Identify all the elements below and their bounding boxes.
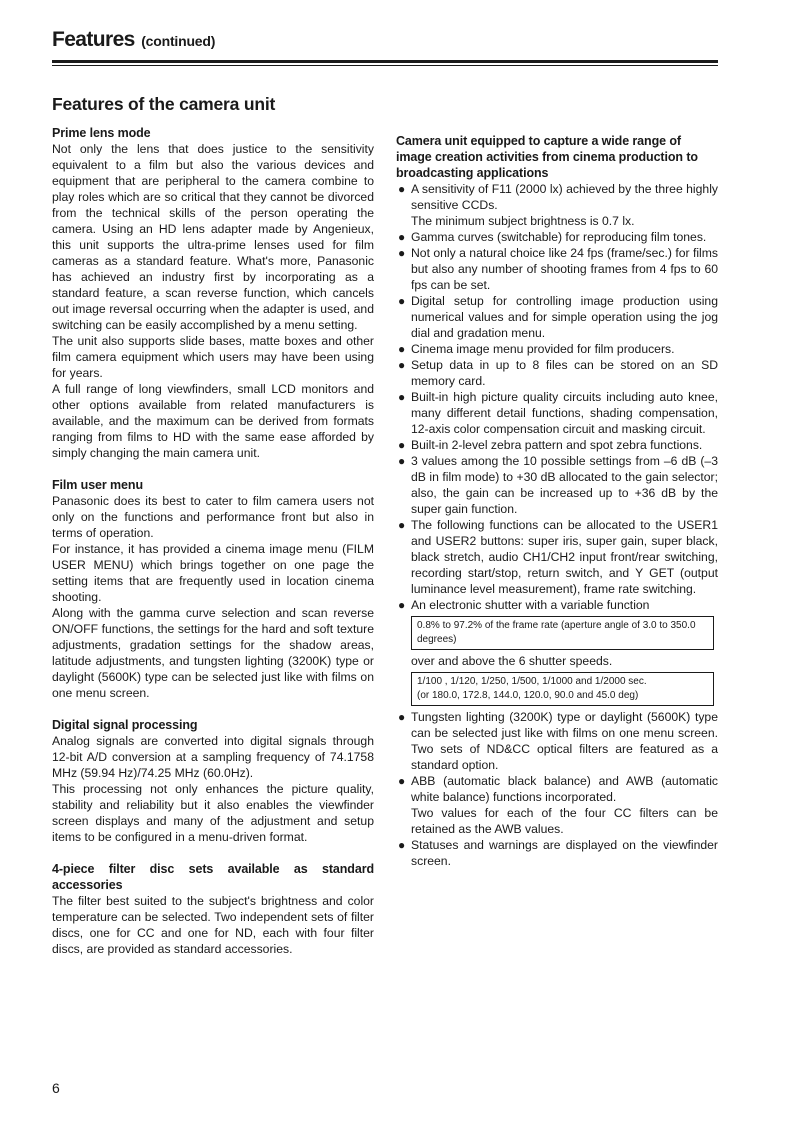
list-item: [396, 181, 718, 213]
bullet-text: Setup data in up to 8 files can be stored on an SD memory card.: [411, 358, 718, 388]
prime-lens-para-2: The unit also supports slide bases, matte boxes and other film camera equipment which users may have been using for years.: [52, 334, 374, 380]
list-item: [396, 357, 718, 389]
bullet-text: An electronic shutter with a variable function: [411, 598, 650, 612]
bullet-icon: ●: [398, 710, 406, 724]
shutter-range-text: 0.8% to 97.2% of the frame rate (aperture angle of 3.0 to 350.0 degrees): [417, 620, 696, 645]
bullet-icon: ●: [398, 182, 406, 196]
bullet-icon: ●: [398, 390, 406, 404]
list-item: [396, 597, 718, 613]
bullet-icon: ●: [398, 438, 406, 452]
header-rule-thick: [52, 60, 718, 63]
header-title: Features: [52, 28, 135, 51]
list-item: [396, 245, 718, 293]
list-item: [396, 773, 718, 805]
left-column: [52, 125, 374, 957]
list-item: [396, 453, 718, 517]
prime-lens-para-1: Not only the lens that does justice to the sensitivity equivalent to a film but also the various devices and equipment that are peripheral to the camera combine to play roles which are so critical that they cannot be divorced from the technical skills of the person operating the camera. Using an HD lens adapter made by Angenieux, this unit supports the ultra-prime lenses used for film cameras as a standard feature. What's more, Panasonic has achieved an industry first by incorporating as a standard feature, a scan reverse function, which cancels out image reversal occurring when the adapter is used, and switching can be easily accomplished by a menu setting.: [52, 142, 374, 332]
header-subtitle: (continued): [141, 33, 216, 49]
list-item: [396, 293, 718, 341]
filter-disc-heading: 4-piece filter disc sets available as standard accessories: [52, 862, 374, 892]
digital-signal-heading: Digital signal processing: [52, 718, 198, 732]
bullet-text: Built-in high picture quality circuits including auto knee, many different detail functions, shading compensation, 12-axis color compensation circuit and masking circuit.: [411, 390, 718, 436]
right-column: [396, 133, 718, 869]
page-header: [52, 28, 718, 52]
feature-bullet-list: [396, 837, 718, 869]
bullet-icon: ●: [398, 358, 406, 372]
bullet-icon: ●: [398, 774, 406, 788]
bullet-text: Gamma curves (switchable) for reproducing film tones.: [411, 230, 707, 244]
page-number: 6: [52, 1080, 60, 1096]
bullet-icon: ●: [398, 294, 406, 308]
list-item: [396, 341, 718, 357]
header-rule-thin: [52, 65, 718, 66]
digital-signal-para-1: Analog signals are converted into digital signals through 12-bit A/D conversion at a sampling frequency of 74.1758 MHz (59.94 Hz)/74.25 MHz (60.0Hz).: [52, 734, 374, 780]
digital-signal-para-2: This processing not only enhances the picture quality, stability and reliability but it also enables the viewfinder screen displays and many of the adjustment and setup items to be configured in a menu-driven format.: [52, 782, 374, 844]
prime-lens-heading: Prime lens mode: [52, 126, 151, 140]
bullet-text: Statuses and warnings are displayed on the viewfinder screen.: [411, 838, 718, 868]
list-item: [396, 837, 718, 869]
camera-unit-heading: Camera unit equipped to capture a wide range of image creation activities from cinema production to broadcasting applications: [396, 134, 698, 180]
list-item: [396, 517, 718, 597]
bullet-text: Built-in 2-level zebra pattern and spot zebra functions.: [411, 438, 703, 452]
bullet-text: ABB (automatic black balance) and AWB (automatic white balance) functions incorporated.: [411, 774, 718, 804]
list-item: [396, 229, 718, 245]
bullet-text: Tungsten lighting (3200K) type or daylight (5600K) type can be selected just like with films on one menu screen. Two sets of ND&CC optical filters are featured as a standard option.: [411, 710, 718, 772]
shutter-speeds-line-2: (or 180.0, 172.8, 144.0, 120.0, 90.0 and 45.0 deg): [417, 690, 639, 701]
feature-bullet-list: [396, 709, 718, 805]
bullet-text: The following functions can be allocated to the USER1 and USER2 buttons: super iris, super gain, super black, black stretch, audio CH1/CH2 input front/rear switching, recording start/stop, return switch, and Y GET (output luminance level measurement), frame rate switching.: [411, 518, 718, 596]
bullet-subline: Two values for each of the four CC filters can be retained as the AWB values.: [411, 806, 718, 836]
bullet-text: Digital setup for controlling image production using numerical values and for simple operation using the jog dial and gradation menu.: [411, 294, 718, 340]
shutter-mid-text: over and above the 6 shutter speeds.: [411, 654, 613, 668]
feature-bullet-list: [396, 229, 718, 613]
bullet-icon: ●: [398, 342, 406, 356]
shutter-speeds-line-1: 1/100 , 1/120, 1/250, 1/500, 1/1000 and 1/2000 sec.: [417, 676, 647, 687]
bullet-text: A sensitivity of F11 (2000 lx) achieved by the three highly sensitive CCDs.: [411, 182, 718, 212]
bullet-icon: ●: [398, 454, 406, 468]
bullet-icon: ●: [398, 518, 406, 532]
list-item: [396, 437, 718, 453]
section-title: Features of the camera unit: [52, 94, 276, 114]
film-user-menu-heading: Film user menu: [52, 478, 143, 492]
bullet-icon: ●: [398, 230, 406, 244]
feature-bullet-list: [396, 181, 718, 213]
shutter-speeds-box: [411, 672, 714, 706]
bullet-subline: The minimum subject brightness is 0.7 lx.: [411, 214, 635, 228]
list-item: [396, 389, 718, 437]
bullet-text: Cinema image menu provided for film producers.: [411, 342, 675, 356]
bullet-icon: ●: [398, 838, 406, 852]
list-item: [396, 709, 718, 773]
bullet-text: 3 values among the 10 possible settings from –6 dB (–3 dB in film mode) to +30 dB allocated to the gain selector; also, the gain can be increased up to +36 dB by the super gain function.: [411, 454, 718, 516]
film-user-menu-para-1: Panasonic does its best to cater to film camera users not only on the functions and performance front but also in terms of operation.: [52, 494, 374, 540]
film-user-menu-para-2: For instance, it has provided a cinema image menu (FILM USER MENU) which brings together on one page the setting items that are frequently used in location cinema shooting.: [52, 542, 374, 604]
shutter-range-box: [411, 616, 714, 650]
bullet-text: Not only a natural choice like 24 fps (frame/sec.) for films but also any number of shooting frames from 4 fps to 60 fps can be set.: [411, 246, 718, 292]
filter-disc-para-1: The filter best suited to the subject's brightness and color temperature can be selected. Two independent sets of filter discs, one for CC and one for ND, each with four filter discs, are provided as standard accessories.: [52, 894, 374, 956]
bullet-icon: ●: [398, 246, 406, 260]
bullet-icon: ●: [398, 598, 406, 612]
film-user-menu-para-3: Along with the gamma curve selection and scan reverse ON/OFF functions, the settings for the hard and soft texture adjustments, gradation settings for the shadow areas, latitude adjustments, and tungsten lighting (3200K) type or daylight (5600K) type can be selected just like with films on one menu screen.: [52, 606, 374, 700]
prime-lens-para-3: A full range of long viewfinders, small LCD monitors and other options available from related manufacturers is available, and the maximum can be derived from formats ranging from films to HD with the same ease afforded by simply changing the main camera unit.: [52, 382, 374, 460]
